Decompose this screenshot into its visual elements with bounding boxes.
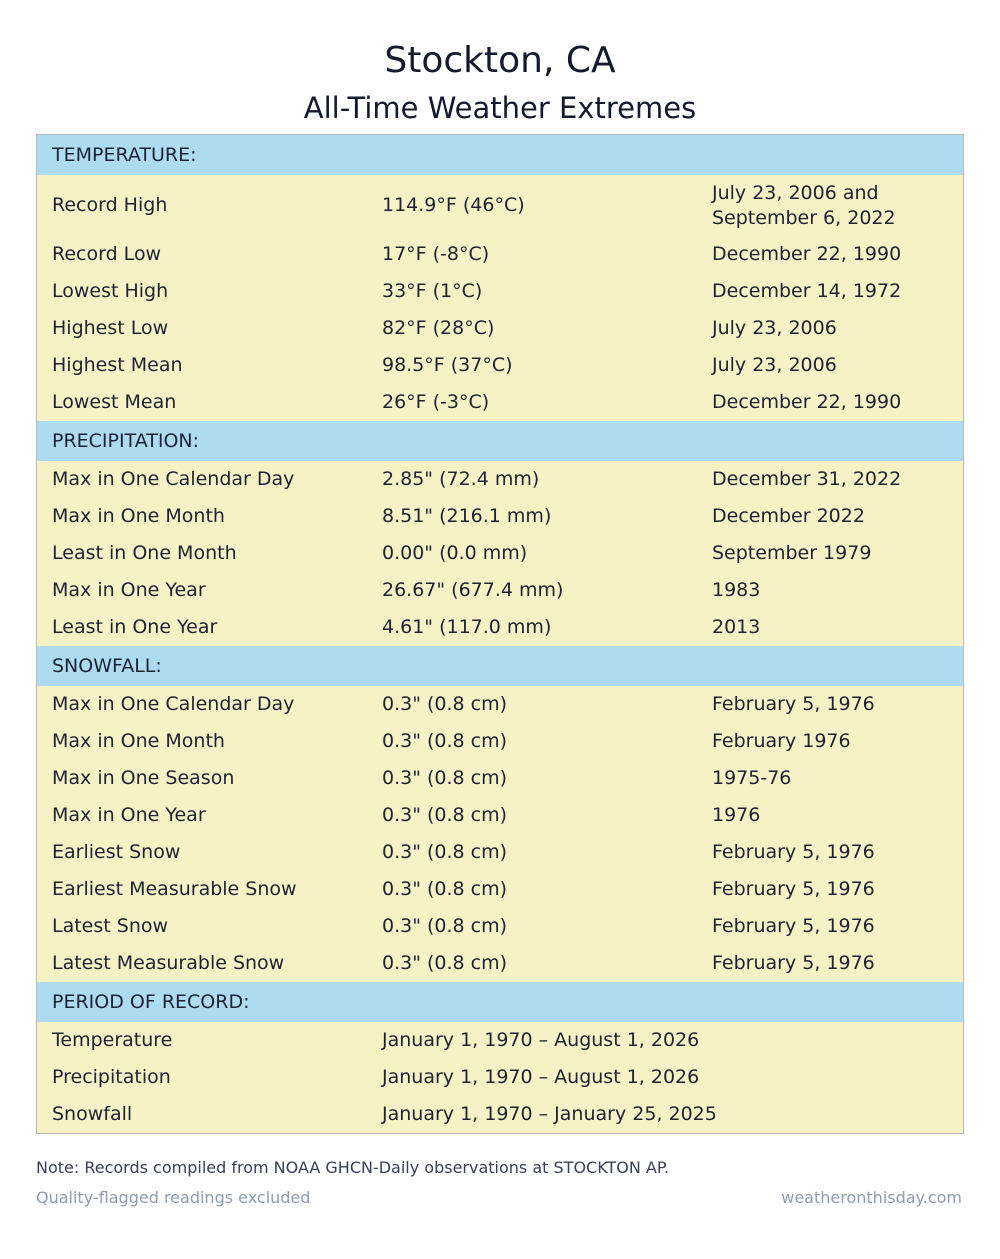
row-value: 4.61" (117.0 mm): [382, 616, 552, 638]
row-date: December 14, 1972: [712, 280, 902, 302]
row-date: February 5, 1976: [712, 915, 875, 937]
row-label: Least in One Year: [52, 616, 218, 638]
table-row: [37, 310, 963, 347]
row-date: December 22, 1990: [712, 391, 902, 413]
table-row: [37, 236, 963, 273]
row-label: Earliest Measurable Snow: [52, 878, 297, 900]
row-value: 0.3" (0.8 cm): [382, 730, 508, 752]
section-header-period-of-record: PERIOD OF RECORD:: [37, 982, 963, 1022]
table-row: [37, 384, 963, 421]
row-label: Temperature: [52, 1029, 173, 1051]
row-value: 0.3" (0.8 cm): [382, 767, 508, 789]
row-value: 2.85" (72.4 mm): [382, 468, 540, 490]
row-date: February 1976: [712, 730, 851, 752]
row-value: 26.67" (677.4 mm): [382, 579, 564, 601]
row-label: Max in One Season: [52, 767, 235, 789]
table-row: [37, 945, 963, 982]
row-value: January 1, 1970 – January 25, 2025: [382, 1103, 717, 1125]
section-body-temperature: [37, 175, 963, 421]
row-label: Least in One Month: [52, 542, 237, 564]
row-label: Max in One Year: [52, 804, 206, 826]
row-value: January 1, 1970 – August 1, 2026: [382, 1029, 700, 1051]
row-value: 8.51" (216.1 mm): [382, 505, 552, 527]
row-value: 0.3" (0.8 cm): [382, 952, 508, 974]
table-row: [37, 834, 963, 871]
table-row: [37, 760, 963, 797]
section-header-precipitation: PRECIPITATION:: [37, 421, 963, 461]
row-date: July 23, 2006 and September 6, 2022: [712, 182, 896, 229]
table-row: [37, 535, 963, 572]
row-value: 82°F (28°C): [382, 317, 495, 339]
row-value: 17°F (-8°C): [382, 243, 490, 265]
row-date: July 23, 2006: [712, 317, 837, 339]
quality-note: Quality-flagged readings excluded: [36, 1188, 311, 1207]
row-value: 114.9°F (46°C): [382, 194, 525, 216]
table-row: [37, 609, 963, 646]
section-header-snowfall: SNOWFALL:: [37, 646, 963, 686]
page-subtitle: All-Time Weather Extremes: [303, 91, 697, 125]
section-body-precipitation: [37, 461, 963, 646]
source-note: Note: Records compiled from NOAA GHCN-Daily observations at STOCKTON AP.: [36, 1158, 670, 1177]
row-value: 0.3" (0.8 cm): [382, 915, 508, 937]
row-label: Latest Snow: [52, 915, 169, 937]
row-date: December 2022: [712, 505, 865, 527]
row-date: 1975-76: [712, 767, 792, 789]
table-row: [37, 273, 963, 310]
row-date: 1983: [712, 579, 761, 601]
row-label: Snowfall: [52, 1103, 133, 1125]
row-label: Record Low: [52, 243, 162, 265]
row-date: February 5, 1976: [712, 878, 875, 900]
site-credit: weatheronthisday.com: [781, 1188, 962, 1207]
row-label: Precipitation: [52, 1066, 171, 1088]
table-row: [37, 1022, 963, 1059]
row-label: Max in One Month: [52, 505, 225, 527]
row-value: 98.5°F (37°C): [382, 354, 513, 376]
row-date: 2013: [712, 616, 761, 638]
row-label: Highest Mean: [52, 354, 183, 376]
row-value: 0.3" (0.8 cm): [382, 804, 508, 826]
table-row: [37, 871, 963, 908]
extremes-table: [36, 134, 964, 1134]
row-date: February 5, 1976: [712, 693, 875, 715]
row-date: December 31, 2022: [712, 468, 902, 490]
row-value: 26°F (-3°C): [382, 391, 490, 413]
row-value: 0.3" (0.8 cm): [382, 878, 508, 900]
table-row: [37, 686, 963, 723]
row-label: Max in One Calendar Day: [52, 693, 295, 715]
table-row: [37, 1059, 963, 1096]
row-label: Max in One Year: [52, 579, 206, 601]
table-row: [37, 723, 963, 760]
table-row: [37, 498, 963, 535]
row-date: September 1979: [712, 542, 872, 564]
page-title: Stockton, CA: [384, 40, 616, 81]
table-row: [37, 347, 963, 384]
row-label: Latest Measurable Snow: [52, 952, 285, 974]
row-label: Max in One Month: [52, 730, 225, 752]
row-label: Lowest High: [52, 280, 169, 302]
row-value: 33°F (1°C): [382, 280, 483, 302]
row-label: Highest Low: [52, 317, 169, 339]
row-value: 0.00" (0.0 mm): [382, 542, 528, 564]
row-date: February 5, 1976: [712, 841, 875, 863]
row-date: 1976: [712, 804, 761, 826]
row-date: December 22, 1990: [712, 243, 902, 265]
table-row: [37, 797, 963, 834]
row-date: February 5, 1976: [712, 952, 875, 974]
row-value: 0.3" (0.8 cm): [382, 841, 508, 863]
row-label: Record High: [52, 194, 168, 216]
row-label: Max in One Calendar Day: [52, 468, 295, 490]
row-label: Earliest Snow: [52, 841, 181, 863]
table-row: [37, 175, 963, 236]
table-row: [37, 908, 963, 945]
table-row: [37, 572, 963, 609]
row-label: Lowest Mean: [52, 391, 177, 413]
table-row: [37, 1096, 963, 1133]
section-body-snowfall: [37, 686, 963, 982]
section-body-period-of-record: [37, 1022, 963, 1133]
section-header-temperature: TEMPERATURE:: [37, 135, 963, 175]
row-date: July 23, 2006: [712, 354, 837, 376]
table-row: [37, 461, 963, 498]
row-value: January 1, 1970 – August 1, 2026: [382, 1066, 700, 1088]
row-value: 0.3" (0.8 cm): [382, 693, 508, 715]
